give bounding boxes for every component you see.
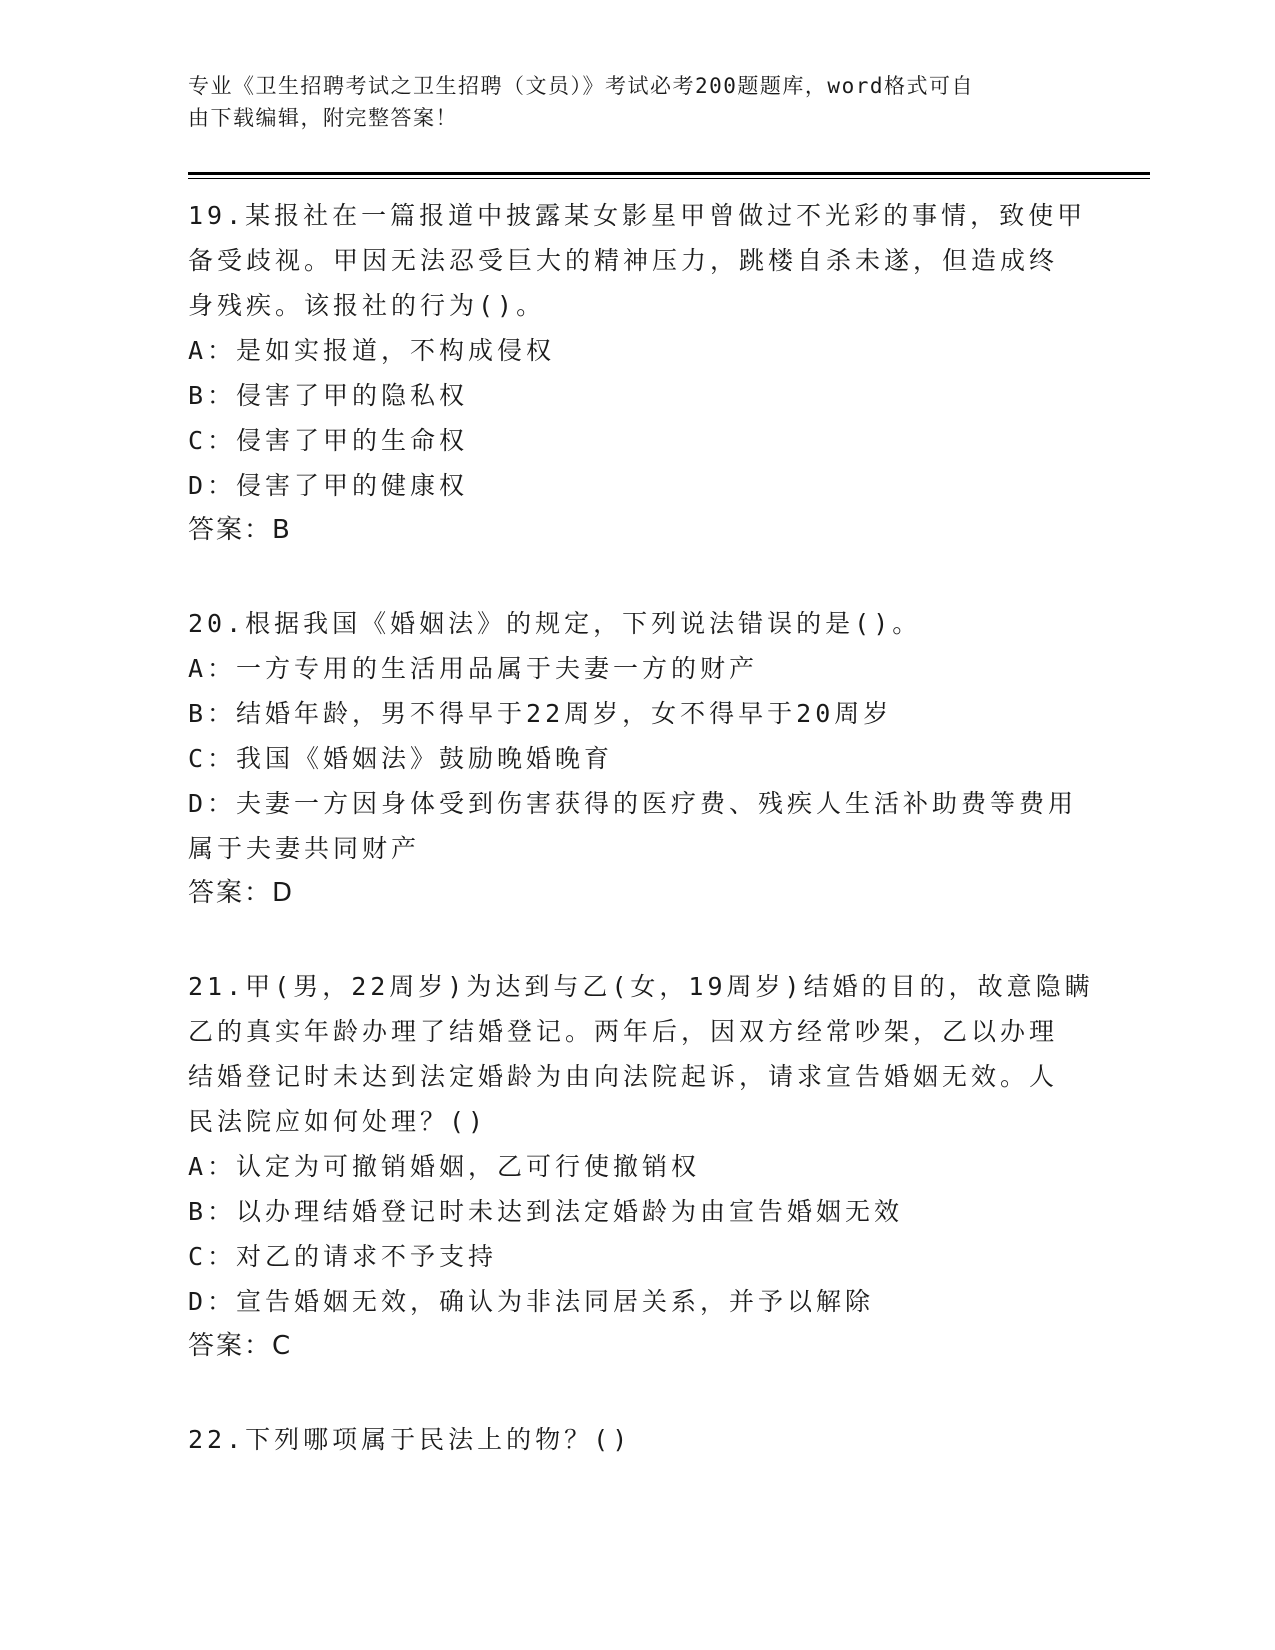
question-stem-line: 乙的真实年龄办理了结婚登记。两年后，因双方经常吵架，乙以办理: [188, 1017, 1059, 1046]
option-line: B：以办理结婚登记时未达到法定婚龄为由宣告婚姻无效: [188, 1197, 904, 1226]
option-line: B：结婚年龄，男不得早于22周岁，女不得早于20周岁: [188, 699, 893, 728]
option-line: A：一方专用的生活用品属于夫妻一方的财产: [188, 654, 759, 683]
option-line: D：宣告婚姻无效，确认为非法同居关系，并予以解除: [188, 1287, 875, 1316]
question-stem-line: 身残疾。该报社的行为()。: [188, 291, 546, 320]
question-stem-line: 结婚登记时未达到法定婚龄为由向法院起诉，请求宣告婚姻无效。人: [188, 1062, 1059, 1091]
document-header-line-1: 专业《卫生招聘考试之卫生招聘（文员）》考试必考200题题库，word格式可自: [188, 74, 974, 98]
option-line: 属于夫妻共同财产: [188, 834, 421, 863]
question-stem-line: 19.某报社在一篇报道中披露某女影星甲曾做过不光彩的事情，致使甲: [188, 201, 1087, 230]
question-block: [188, 601, 1148, 916]
header-divider-thick: [188, 172, 1150, 175]
question-block: [188, 964, 1148, 1369]
question-block: [188, 193, 1148, 553]
option-line: A：是如实报道，不构成侵权: [188, 336, 556, 365]
question-stem-line: 21.甲(男，22周岁)为达到与乙(女，19周岁)结婚的目的，故意隐瞒: [188, 972, 1094, 1001]
question-stem-line: 22.下列哪项属于民法上的物？(): [188, 1425, 632, 1454]
question-stem-line: 备受歧视。甲因无法忍受巨大的精神压力，跳楼自杀未遂，但造成终: [188, 246, 1059, 275]
header-divider: [188, 172, 1150, 179]
question-stem-line: 民法院应如何处理？(): [188, 1107, 488, 1136]
question-block: [188, 1417, 1148, 1462]
option-line: C：对乙的请求不予支持: [188, 1242, 498, 1271]
option-line: D：夫妻一方因身体受到伤害获得的医疗费、残疾人生活补助费等费用: [188, 789, 1078, 818]
question-stem-line: 20.根据我国《婚姻法》的规定，下列说法错误的是()。: [188, 609, 922, 638]
option-line: B：侵害了甲的隐私权: [188, 381, 469, 410]
document-page: [188, 70, 1148, 1462]
document-header-line-2: 由下载编辑，附完整答案！: [188, 106, 458, 130]
answer-line: 答案：D: [188, 878, 295, 908]
question-list: [188, 193, 1148, 1462]
option-line: C：侵害了甲的生命权: [188, 426, 469, 455]
option-line: A：认定为可撤销婚姻，乙可行使撤销权: [188, 1152, 701, 1181]
header-divider-thin: [188, 178, 1150, 179]
option-line: C：我国《婚姻法》鼓励晚婚晚育: [188, 744, 614, 773]
answer-line: 答案：B: [188, 515, 292, 545]
answer-line: 答案：C: [188, 1331, 293, 1361]
option-line: D：侵害了甲的健康权: [188, 471, 469, 500]
